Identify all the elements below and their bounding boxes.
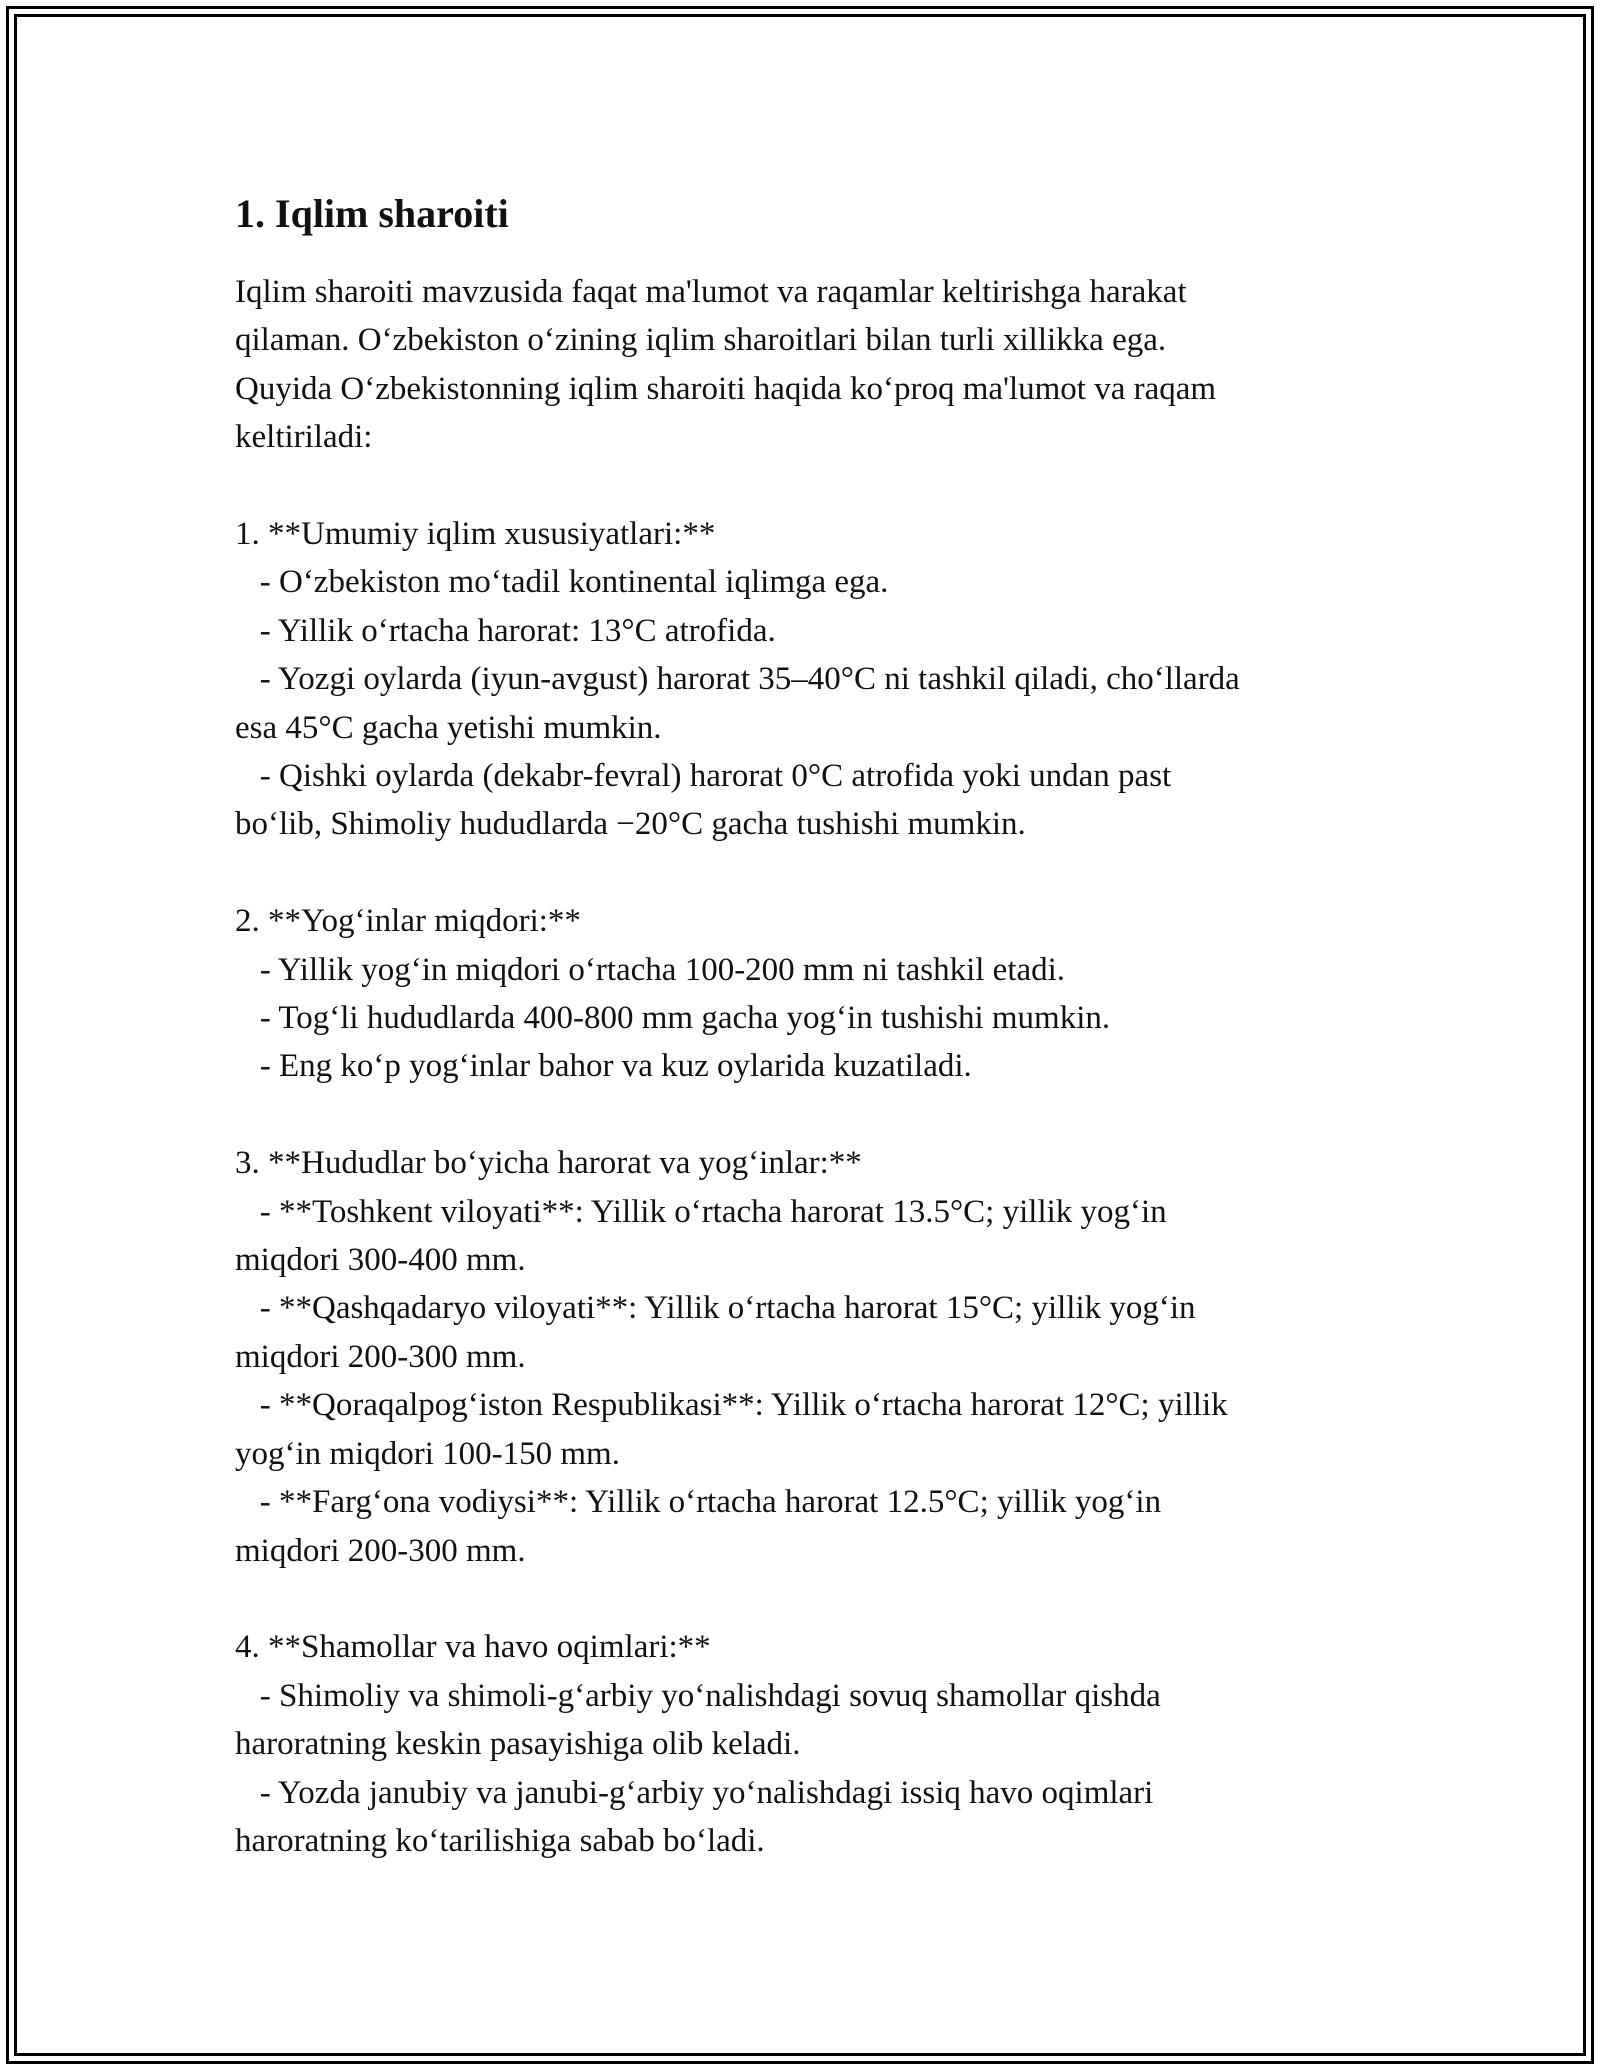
section-heading: 1. Iqlim sharoiti: [235, 191, 509, 236]
blank-line: [235, 849, 1375, 897]
list-item: miqdori 200-300 mm.: [235, 1532, 526, 1569]
list-item: haroratning ko‘tarilishiga sabab bo‘ladi.: [235, 1822, 765, 1859]
list-item: - O‘zbekiston mo‘tadil kontinental iqlimga ega.: [235, 564, 889, 601]
list-item: 3. **Hududlar bo‘yicha harorat va yog‘inlar:**: [235, 1145, 862, 1182]
list-item: bo‘lib, Shimoliy hududlarda −20°C gacha tushishi mumkin.: [235, 806, 1026, 843]
list-item: - **Qoraqalpog‘iston Respublikasi**: Yillik o‘rtacha harorat 12°C; yillik: [235, 1387, 1228, 1424]
section-precipitation: [235, 897, 1375, 1091]
list-item: - Eng ko‘p yog‘inlar bahor va kuz oylarida kuzatiladi.: [235, 1048, 972, 1085]
blank-line: [235, 1575, 1375, 1623]
list-item: - Yillik yog‘in miqdori o‘rtacha 100-200 mm ni tashkil etadi.: [235, 951, 1066, 988]
list-item: - Yozgi oylarda (iyun-avgust) harorat 35–40°C ni tashkil qiladi, cho‘llarda: [235, 661, 1240, 698]
list-item: 1. **Umumiy iqlim xususiyatlari:**: [235, 516, 716, 553]
list-item: - **Qashqadaryo viloyati**: Yillik o‘rtacha harorat 15°C; yillik yog‘in: [235, 1290, 1196, 1327]
list-item: miqdori 200-300 mm.: [235, 1338, 526, 1375]
section-winds: [235, 1623, 1375, 1865]
list-item: yog‘in miqdori 100-150 mm.: [235, 1435, 620, 1472]
list-item: - Yillik o‘rtacha harorat: 13°C atrofida.: [235, 612, 776, 649]
intro-line: qilaman. O‘zbekiston o‘zining iqlim sharoitlari bilan turli xillikka ega.: [235, 322, 1167, 359]
list-item: 4. **Shamollar va havo oqimlari:**: [235, 1629, 711, 1666]
blank-line: [235, 1091, 1375, 1139]
list-item: haroratning keskin pasayishiga olib keladi.: [235, 1726, 801, 1763]
list-item: - Tog‘li hududlarda 400-800 mm gacha yog‘in tushishi mumkin.: [235, 1000, 1111, 1037]
list-item: - Yozda janubiy va janubi-g‘arbiy yo‘nalishdagi issiq havo oqimlari: [235, 1774, 1154, 1811]
list-item: - **Farg‘ona vodiysi**: Yillik o‘rtacha harorat 12.5°C; yillik yog‘in: [235, 1484, 1162, 1521]
intro-line: keltiriladi:: [235, 419, 373, 456]
list-item: esa 45°C gacha yetishi mumkin.: [235, 709, 662, 746]
intro-line: Quyida O‘zbekistonning iqlim sharoiti haqida ko‘proq ma'lumot va raqam: [235, 370, 1217, 407]
blank-line: [235, 462, 1375, 510]
intro-paragraph: [235, 268, 1375, 462]
section-general-climate: [235, 510, 1375, 849]
intro-line: Iqlim sharoiti mavzusida faqat ma'lumot va raqamlar keltirishga harakat: [235, 274, 1187, 310]
list-item: - Qishki oylarda (dekabr-fevral) harorat 0°C atrofida yoki undan past: [235, 758, 1172, 795]
list-item: 2. **Yog‘inlar miqdori:**: [235, 903, 581, 940]
document-body: [235, 186, 1375, 1865]
list-item: - Shimoliy va shimoli-g‘arbiy yo‘nalishdagi sovuq shamollar qishda: [235, 1677, 1161, 1714]
list-item: - **Toshkent viloyati**: Yillik o‘rtacha harorat 13.5°C; yillik yog‘in: [235, 1193, 1167, 1230]
section-regions: [235, 1139, 1375, 1575]
list-item: miqdori 300-400 mm.: [235, 1242, 526, 1279]
